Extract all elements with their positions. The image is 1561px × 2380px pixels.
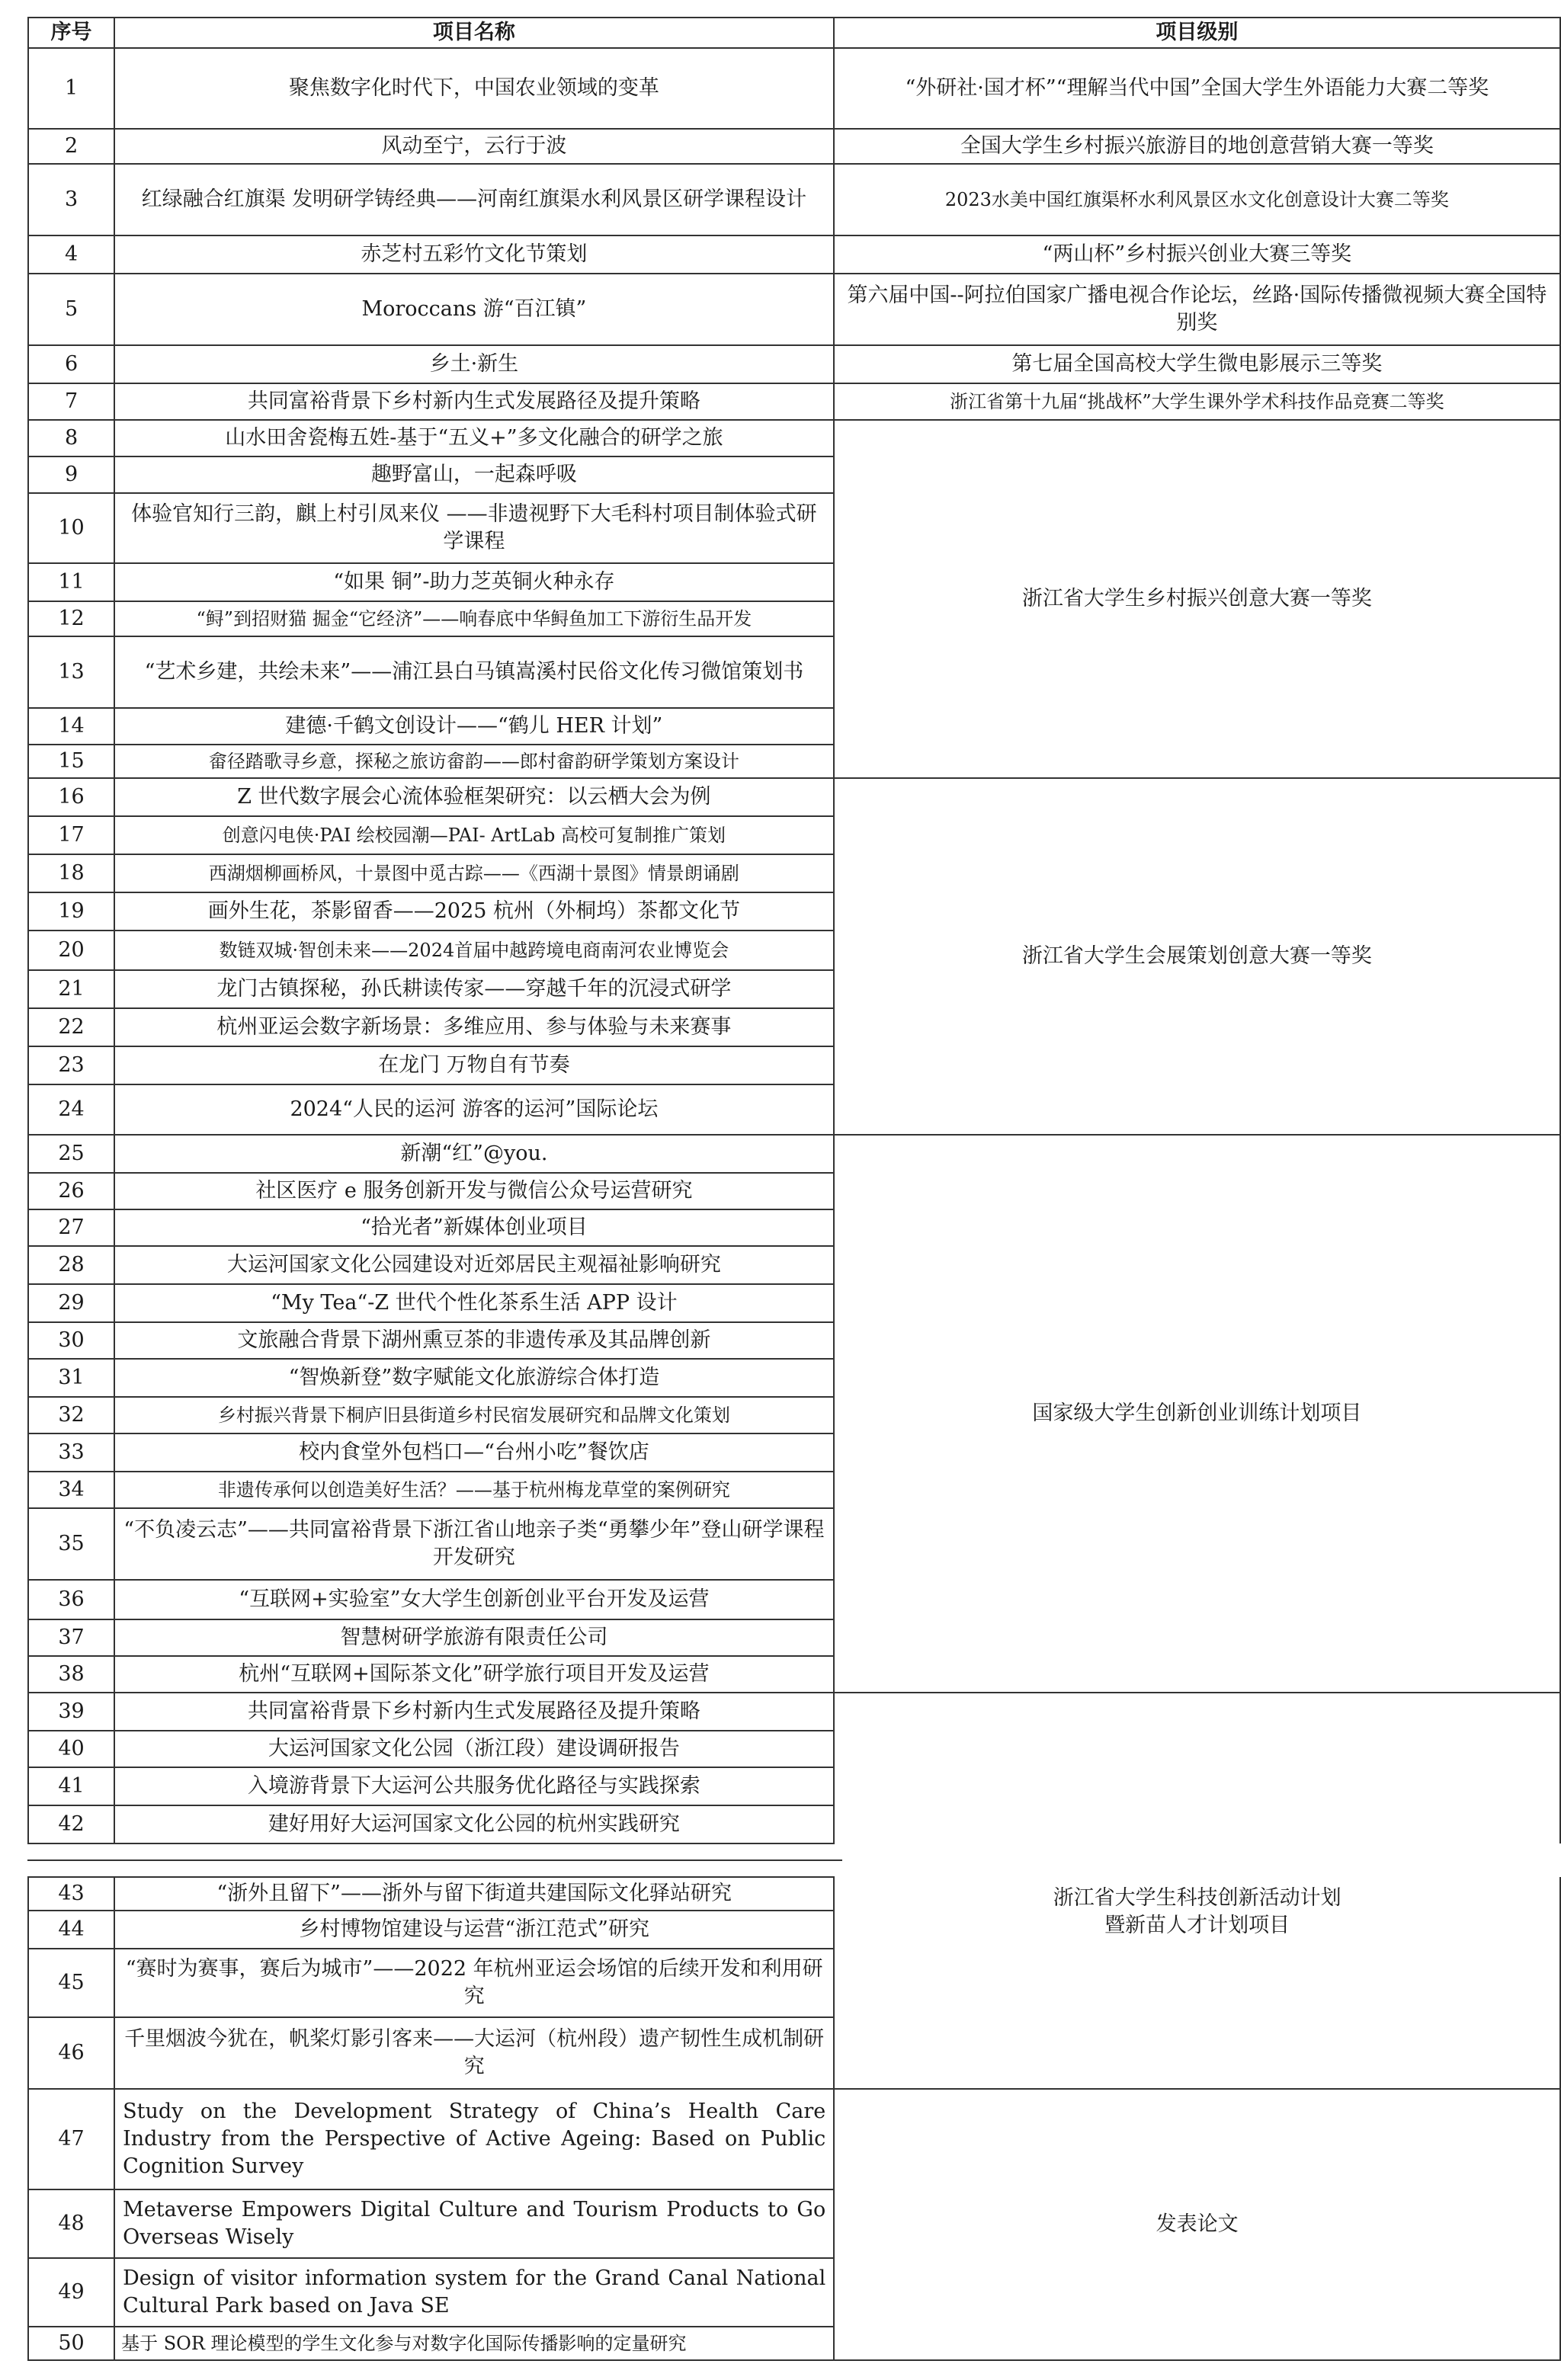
table-row — [28, 48, 1560, 129]
row-no: 36 — [28, 1580, 114, 1619]
row-name: 乡村振兴背景下桐庐旧县街道乡村民宿发展研究和品牌文化策划 — [114, 1397, 834, 1433]
row-no: 22 — [28, 1008, 114, 1046]
row-no: 41 — [28, 1767, 114, 1805]
row-name: 杭州亚运会数字新场景：多维应用、参与体验与未来赛事 — [114, 1008, 834, 1046]
row-no: 17 — [28, 816, 114, 854]
row-name: 新潮“红”@you. — [114, 1135, 834, 1173]
row-name: 体验官知行三韵，麒上村引凤来仪 ——非遗视野下大毛科村项目制体验式研学课程 — [114, 493, 834, 563]
row-no: 45 — [28, 1949, 114, 2017]
table-row — [28, 1877, 1560, 1911]
table-row — [28, 383, 1560, 420]
row-no: 34 — [28, 1472, 114, 1508]
row-name: “赛时为赛事，赛后为城市”——2022 年杭州亚运会场馆的后续开发和利用研究 — [114, 1949, 834, 2017]
row-no: 48 — [28, 2189, 114, 2258]
group-level-xinmiao-top — [834, 1693, 1560, 1843]
row-level: 第六届中国--阿拉伯国家广播电视合作论坛，丝路·国际传播微视频大赛全国特别奖 — [834, 274, 1560, 345]
row-name: 山水田舍瓷梅五姓-基于“五义+”多文化融合的研学之旅 — [114, 420, 834, 456]
table-row — [28, 235, 1560, 274]
group-level-xinmiao-line1: 浙江省大学生科技创新活动计划 — [1053, 1886, 1341, 1910]
row-name: “智焕新登”数字赋能文化旅游综合体打造 — [114, 1359, 834, 1397]
row-no: 43 — [28, 1877, 114, 1911]
row-no: 46 — [28, 2017, 114, 2089]
row-no: 5 — [28, 274, 114, 345]
row-no: 1 — [28, 48, 114, 129]
row-no: 14 — [28, 708, 114, 745]
row-name: “My Tea“-Z 世代个性化茶系生活 APP 设计 — [114, 1284, 834, 1322]
row-name: Moroccans 游“百江镇” — [114, 274, 834, 345]
row-no: 37 — [28, 1619, 114, 1656]
row-name: Metaverse Empowers Digital Culture and Tourism Products to Go Overseas Wisely — [114, 2189, 834, 2258]
row-name: Design of visitor information system for the Grand Canal National Cultural Park based on Java SE — [114, 2258, 834, 2327]
row-name: 2024“人民的运河 游客的运河”国际论坛 — [114, 1084, 834, 1135]
row-name: 创意闪电侠·PAI 绘校园潮—PAI- ArtLab 高校可复制推广策划 — [114, 816, 834, 854]
row-no: 7 — [28, 383, 114, 420]
header-no: 序号 — [28, 18, 114, 48]
table-row — [28, 274, 1560, 345]
row-no: 29 — [28, 1284, 114, 1322]
row-no: 40 — [28, 1731, 114, 1767]
table-row — [28, 1693, 1560, 1731]
page-break-line — [27, 1859, 842, 1861]
group-level-rural: 浙江省大学生乡村振兴创意大赛一等奖 — [834, 420, 1560, 778]
row-no: 35 — [28, 1508, 114, 1580]
row-no: 11 — [28, 563, 114, 601]
row-no: 8 — [28, 420, 114, 456]
row-name: 畲径踏歌寻乡意，探秘之旅访畲韵——郎村畲韵研学策划方案设计 — [114, 745, 834, 778]
row-level: 2023水美中国红旗渠杯水利风景区水文化创意设计大赛二等奖 — [834, 164, 1560, 235]
row-no: 32 — [28, 1397, 114, 1433]
row-name: 大运河国家文化公园建设对近郊居民主观福祉影响研究 — [114, 1246, 834, 1284]
row-no: 26 — [28, 1173, 114, 1209]
row-no: 4 — [28, 235, 114, 274]
row-name: “互联网+实验室”女大学生创新创业平台开发及运营 — [114, 1580, 834, 1619]
row-no: 47 — [28, 2089, 114, 2189]
table-header-row — [28, 18, 1560, 48]
row-no: 10 — [28, 493, 114, 563]
row-no: 20 — [28, 931, 114, 970]
row-name: 龙门古镇探秘，孙氏耕读传家——穿越千年的沉浸式研学 — [114, 970, 834, 1008]
row-name: 共同富裕背景下乡村新内生式发展路径及提升策略 — [114, 1693, 834, 1731]
row-name: 画外生花，茶影留香——2025 杭州（外桐坞）茶都文化节 — [114, 892, 834, 931]
row-name: 入境游背景下大运河公共服务优化路径与实践探索 — [114, 1767, 834, 1805]
header-name: 项目名称 — [114, 18, 834, 48]
row-no: 42 — [28, 1805, 114, 1843]
group-level-national: 国家级大学生创新创业训练计划项目 — [834, 1135, 1560, 1693]
row-no: 31 — [28, 1359, 114, 1397]
group-level-papers: 发表论文 — [834, 2089, 1560, 2360]
row-level: “两山杯”乡村振兴创业大赛三等奖 — [834, 235, 1560, 274]
group-level-expo: 浙江省大学生会展策划创意大赛一等奖 — [834, 778, 1560, 1135]
row-name: “浙外且留下”——浙外与留下街道共建国际文化驿站研究 — [114, 1877, 834, 1911]
row-level: 浙江省第十九届“挑战杯”大学生课外学术科技作品竞赛二等奖 — [834, 383, 1560, 420]
row-name: 建德·千鹤文创设计——“鹤儿 HER 计划” — [114, 708, 834, 745]
row-level: 全国大学生乡村振兴旅游目的地创意营销大赛一等奖 — [834, 129, 1560, 164]
awards-table-part-2 — [27, 1876, 1561, 2361]
row-name: 非遗传承何以创造美好生活？——基于杭州梅龙草堂的案例研究 — [114, 1472, 834, 1508]
group-level-xinmiao-line2: 暨新苗人才计划项目 — [1104, 1914, 1290, 1937]
row-name: 在龙门 万物自有节奏 — [114, 1046, 834, 1084]
table-row — [28, 345, 1560, 383]
header-level: 项目级别 — [834, 18, 1560, 48]
row-name: 数链双城·智创未来——2024首届中越跨境电商南河农业博览会 — [114, 931, 834, 970]
group-level-xinmiao — [834, 1877, 1560, 2089]
row-name: “不负凌云志”——共同富裕背景下浙江省山地亲子类“勇攀少年”登山研学课程开发研究 — [114, 1508, 834, 1580]
row-no: 38 — [28, 1656, 114, 1693]
row-name: “艺术乡建，共绘未来”——浦江县白马镇嵩溪村民俗文化传习微馆策划书 — [114, 636, 834, 708]
row-name: 智慧树研学旅游有限责任公司 — [114, 1619, 834, 1656]
row-no: 2 — [28, 129, 114, 164]
row-no: 50 — [28, 2327, 114, 2360]
row-name: 红绿融合红旗渠 发明研学铸经典——河南红旗渠水利风景区研学课程设计 — [114, 164, 834, 235]
row-name: 建好用好大运河国家文化公园的杭州实践研究 — [114, 1805, 834, 1843]
row-name: “如果 铜”-助力芝英铜火种永存 — [114, 563, 834, 601]
row-no: 23 — [28, 1046, 114, 1084]
table-row — [28, 129, 1560, 164]
row-no: 21 — [28, 970, 114, 1008]
awards-table-part-1 — [27, 17, 1561, 1844]
table-row — [28, 420, 1560, 456]
row-name: 社区医疗 e 服务创新开发与微信公众号运营研究 — [114, 1173, 834, 1209]
row-name: 西湖烟柳画桥风，十景图中觅古踪——《西湖十景图》情景朗诵剧 — [114, 854, 834, 892]
table-row — [28, 2089, 1560, 2189]
row-no: 9 — [28, 456, 114, 493]
row-no: 33 — [28, 1433, 114, 1472]
row-name: Z 世代数字展会心流体验框架研究：以云栖大会为例 — [114, 778, 834, 816]
row-name: 赤芝村五彩竹文化节策划 — [114, 235, 834, 274]
row-level: 第七届全国高校大学生微电影展示三等奖 — [834, 345, 1560, 383]
row-name: 文旅融合背景下湖州熏豆茶的非遗传承及其品牌创新 — [114, 1322, 834, 1359]
row-no: 25 — [28, 1135, 114, 1173]
row-no: 19 — [28, 892, 114, 931]
table-row — [28, 778, 1560, 816]
row-name: “鲟”到招财猫 掘金“它经济”——响春底中华鲟鱼加工下游衍生品开发 — [114, 601, 834, 636]
row-name: Study on the Development Strategy of China’s Health Care Industry from the Perspective of Active Ageing: Based on Public Cognition Survey — [114, 2089, 834, 2189]
row-name: “拾光者”新媒体创业项目 — [114, 1209, 834, 1246]
row-no: 12 — [28, 601, 114, 636]
row-name: 共同富裕背景下乡村新内生式发展路径及提升策略 — [114, 383, 834, 420]
row-no: 16 — [28, 778, 114, 816]
row-no: 3 — [28, 164, 114, 235]
row-name: 校内食堂外包档口—“台州小吃”餐饮店 — [114, 1433, 834, 1472]
row-no: 28 — [28, 1246, 114, 1284]
row-name: 千里烟波今犹在，帆桨灯影引客来——大运河（杭州段）遗产韧性生成机制研究 — [114, 2017, 834, 2089]
row-no: 15 — [28, 745, 114, 778]
row-name: 乡土·新生 — [114, 345, 834, 383]
row-name: 风动至宁，云行于波 — [114, 129, 834, 164]
row-level: “外研社·国才杯”“理解当代中国”全国大学生外语能力大赛二等奖 — [834, 48, 1560, 129]
row-no: 6 — [28, 345, 114, 383]
row-no: 49 — [28, 2258, 114, 2327]
row-no: 18 — [28, 854, 114, 892]
table-row — [28, 1135, 1560, 1173]
row-name: 基于 SOR 理论模型的学生文化参与对数字化国际传播影响的定量研究 — [114, 2327, 834, 2360]
table-row — [28, 164, 1560, 235]
row-no: 44 — [28, 1911, 114, 1949]
row-name: 大运河国家文化公园（浙江段）建设调研报告 — [114, 1731, 834, 1767]
row-no: 30 — [28, 1322, 114, 1359]
row-name: 趣野富山，一起森呼吸 — [114, 456, 834, 493]
row-name: 乡村博物馆建设与运营“浙江范式”研究 — [114, 1911, 834, 1949]
row-name: 杭州“互联网+国际茶文化”研学旅行项目开发及运营 — [114, 1656, 834, 1693]
row-name: 聚焦数字化时代下，中国农业领域的变革 — [114, 48, 834, 129]
row-no: 24 — [28, 1084, 114, 1135]
row-no: 39 — [28, 1693, 114, 1731]
row-no: 27 — [28, 1209, 114, 1246]
row-no: 13 — [28, 636, 114, 708]
